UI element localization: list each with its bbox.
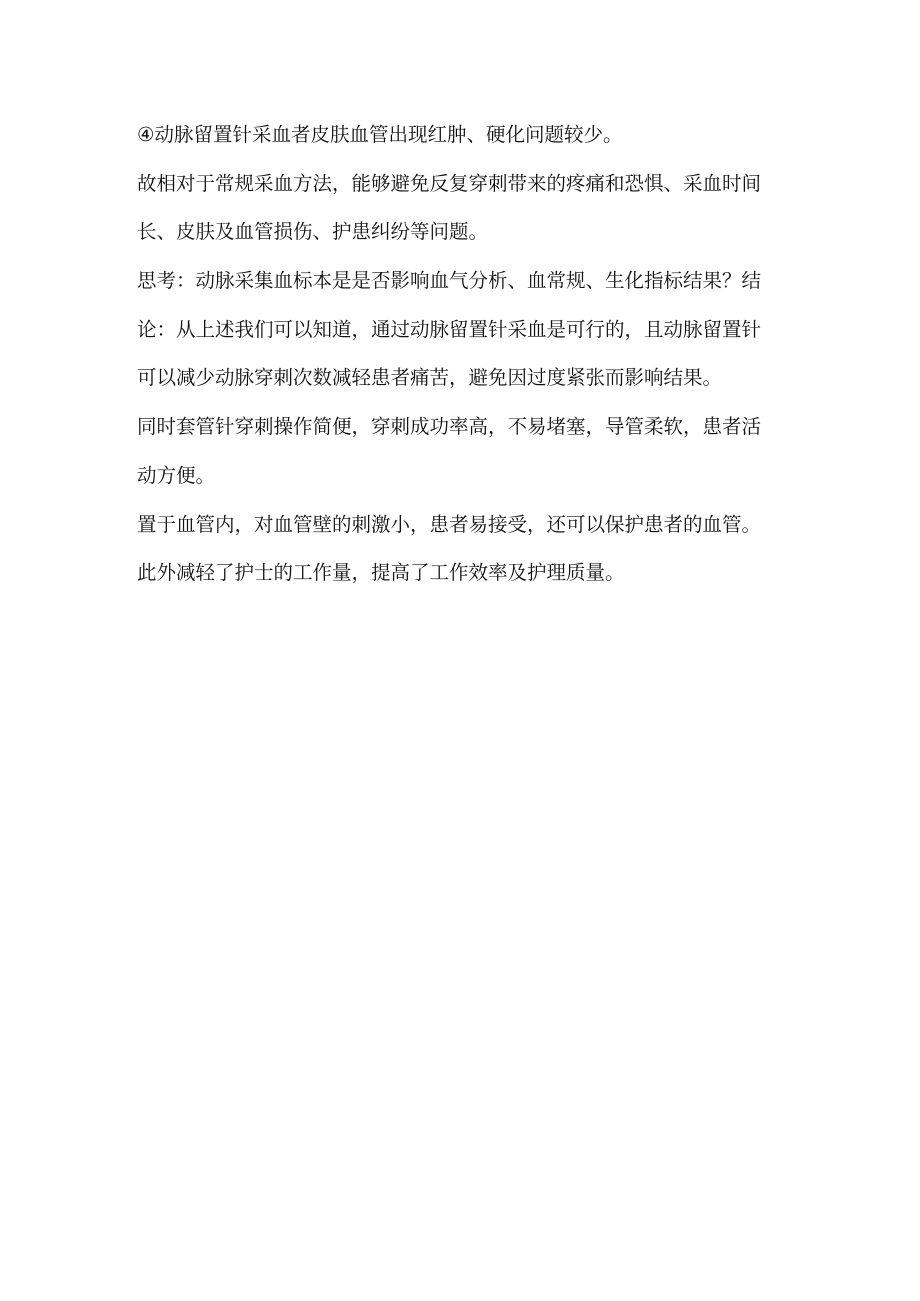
document-body	[137, 111, 797, 598]
text-line-2: 故相对于常规采血方法，能够避免反复穿刺带来的疼痛和恐惧、采血时间	[137, 171, 762, 195]
text-line-4: 思考：动脉采集血标本是是否影响血气分析、血常规、生化指标结果？结	[137, 269, 762, 293]
text-line-9: 置于血管内，对血管壁的刺激小，患者易接受，还可以保护患者的血管。	[137, 512, 762, 536]
text-line-8: 动方便。	[137, 463, 216, 487]
text-line-7: 同时套管针穿刺操作简便，穿刺成功率高，不易堵塞，导管柔软，患者活	[137, 415, 762, 439]
text-line-3: 长、皮肤及血管损伤、护患纠纷等问题。	[137, 220, 489, 244]
text-line-10: 此外减轻了护士的工作量，提高了工作效率及护理质量。	[137, 561, 625, 585]
text-line-6: 可以减少动脉穿刺次数减轻患者痛苦，避免因过度紧张而影响结果。	[137, 366, 723, 390]
text-line-1: ④动脉留置针采血者皮肤血管出现红肿、硬化问题较少。	[137, 123, 623, 146]
text-line-5: 论：从上述我们可以知道，通过动脉留置针采血是可行的，且动脉留置针	[137, 317, 762, 341]
